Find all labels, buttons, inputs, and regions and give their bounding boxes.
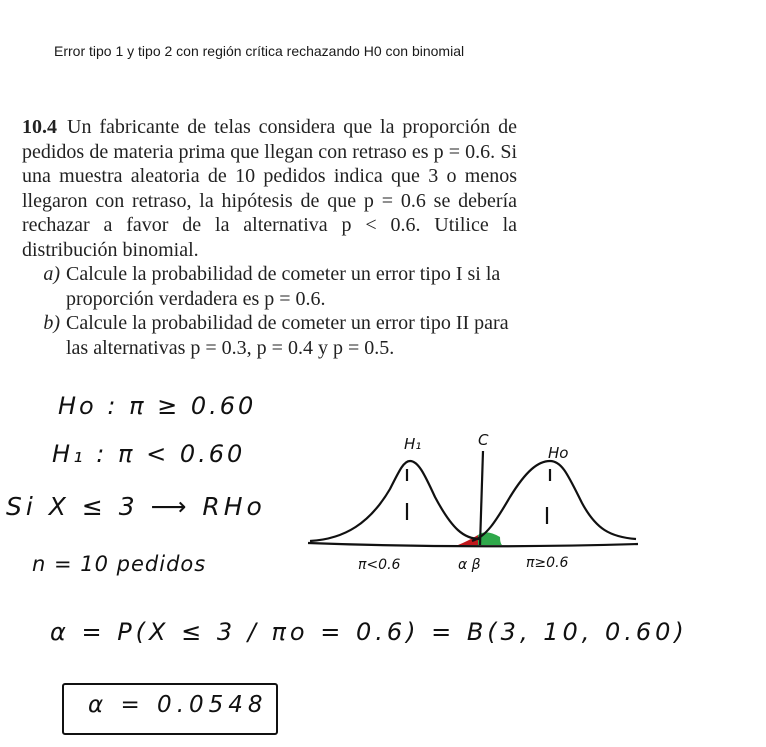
problem-part-b (22, 311, 517, 360)
page-title: Error tipo 1 y tipo 2 con región crítica rechazando H0 con binomial (54, 43, 465, 59)
part-a-text: Calcule la probabilidad de cometer un error tipo I si la proporción verdadera es p = 0.6. (66, 263, 501, 310)
distribution-sketch (300, 425, 645, 575)
part-a-label: a) (43, 263, 60, 285)
problem-part-a (22, 262, 517, 311)
problem-body (22, 115, 517, 262)
alpha-result: α = 0.0548 (88, 692, 268, 718)
null-hypothesis: Ho : π ≥ 0.60 (58, 392, 257, 420)
axis-label-left: π<0.6 (358, 557, 401, 573)
ho-label: Ho (548, 444, 569, 462)
decision-rule: Si X ≤ 3 ⟶ RHo (6, 492, 266, 521)
h1-curve (310, 461, 480, 541)
problem-statement (22, 115, 517, 360)
h1-label: H₁ (404, 435, 422, 453)
problem-number: 10.4 (22, 116, 57, 138)
alternative-hypothesis: H₁ : π < 0.60 (52, 440, 246, 468)
part-b-text: Calcule la probabilidad de cometer un error tipo II para las alternativas p = 0.3, p = 0.4 y p = 0.5. (66, 312, 509, 359)
critical-line (480, 451, 483, 545)
beta-region (478, 532, 502, 545)
problem-text: Un fabricante de telas considera que la proporción de pedidos de materia prima que llegan con retraso es p = 0.6. Si una muestra aleatoria de 10 pedidos indica que 3 o menos llegaron con retraso, la hipótesis de que p = 0.6 se debería rechazar a favor de la alternativa p < 0.6. Utilice la distribución binomial. (22, 116, 517, 261)
c-label: C (478, 431, 489, 449)
alpha-expression: α = P(X ≤ 3 / πo = 0.6) = B(3, 10, 0.60) (50, 618, 688, 646)
axis-label-mid: α β (458, 557, 481, 573)
axis-label-right: π≥0.6 (526, 555, 569, 571)
part-b-label: b) (43, 312, 60, 334)
sample-size-note: n = 10 pedidos (32, 552, 207, 576)
ho-curve (472, 461, 636, 541)
